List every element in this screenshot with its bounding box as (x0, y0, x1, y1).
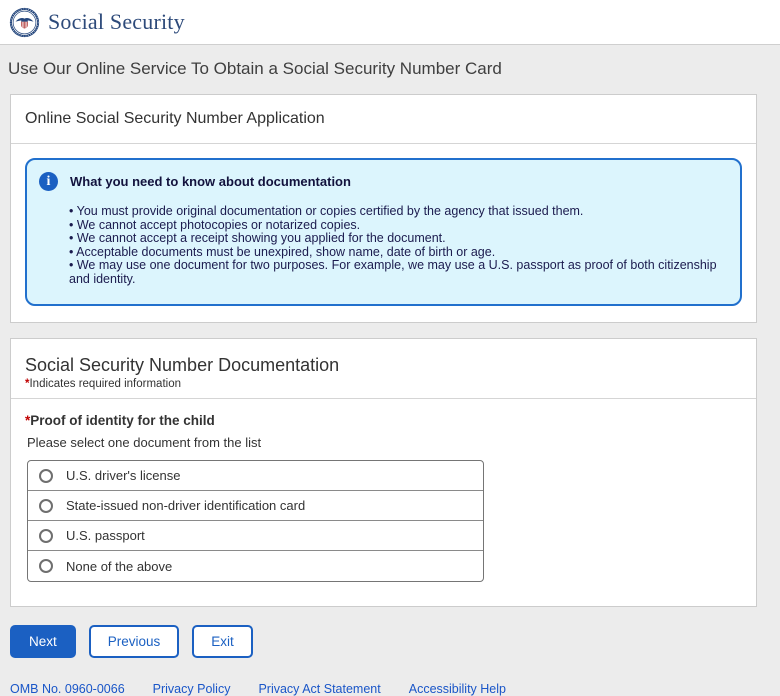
documentation-info-box (25, 158, 742, 306)
info-bullet: • We may use one document for two purposes. For example, we may use a U.S. passport as proof of both citizenship and identity. (69, 259, 724, 286)
exit-button[interactable]: Exit (192, 625, 253, 658)
identity-document-option-list (27, 460, 484, 582)
option-us-passport[interactable] (28, 521, 483, 551)
next-button[interactable]: Next (10, 625, 76, 658)
privacy-act-statement-link[interactable]: Privacy Act Statement (258, 682, 381, 696)
option-us-drivers-license[interactable] (28, 461, 483, 491)
info-bullet: • Acceptable documents must be unexpired, show name, date of birth or age. (69, 246, 724, 260)
application-card-header (11, 95, 756, 144)
option-label: None of the above (66, 558, 173, 574)
select-document-hint: Please select one document from the list (27, 435, 262, 450)
info-box-title: What you need to know about documentation (70, 174, 351, 189)
required-information-note: *Indicates required information (25, 378, 181, 390)
brand-title: Social Security (48, 9, 185, 34)
documentation-card-body (11, 399, 756, 606)
option-label: State-issued non-driver identification card (66, 498, 306, 513)
info-bullet: • We cannot accept a receipt showing you applied for the document. (69, 232, 724, 246)
radio-us-drivers-license[interactable] (39, 469, 53, 483)
info-icon: i (39, 172, 58, 191)
previous-button[interactable]: Previous (89, 625, 180, 658)
omb-number-link[interactable]: OMB No. 0960-0066 (10, 682, 125, 696)
app-header (0, 0, 780, 45)
documentation-card (10, 338, 757, 607)
application-card-body (11, 144, 756, 322)
documentation-card-header (11, 339, 756, 399)
footer-links (10, 682, 780, 696)
radio-us-passport[interactable] (39, 529, 53, 543)
option-label: U.S. passport (66, 528, 145, 543)
page-title: Use Our Online Service To Obtain a Social Security Number Card (8, 59, 502, 78)
ssa-seal-logo (9, 7, 40, 38)
application-card (10, 94, 757, 323)
option-none-of-the-above[interactable] (28, 551, 483, 581)
required-asterisk: * (25, 378, 30, 390)
option-label: U.S. driver's license (66, 468, 181, 483)
info-bullet-list (69, 205, 724, 286)
proof-of-identity-label: *Proof of identity for the child (25, 413, 215, 428)
documentation-card-title: Social Security Number Documentation (25, 355, 340, 375)
radio-none-of-the-above[interactable] (39, 559, 53, 573)
form-navigation-buttons (10, 625, 780, 658)
info-bullet: • You must provide original documentation or copies certified by the agency that issued them. (69, 205, 724, 219)
option-state-issued-id-card[interactable] (28, 491, 483, 521)
accessibility-help-link[interactable]: Accessibility Help (408, 682, 506, 696)
required-asterisk: * (25, 413, 31, 428)
application-card-title: Online Social Security Number Application (25, 110, 325, 127)
info-bullet: • We cannot accept photocopies or notarized copies. (69, 219, 724, 233)
privacy-policy-link[interactable]: Privacy Policy (152, 682, 231, 696)
radio-state-issued-id-card[interactable] (39, 499, 53, 513)
